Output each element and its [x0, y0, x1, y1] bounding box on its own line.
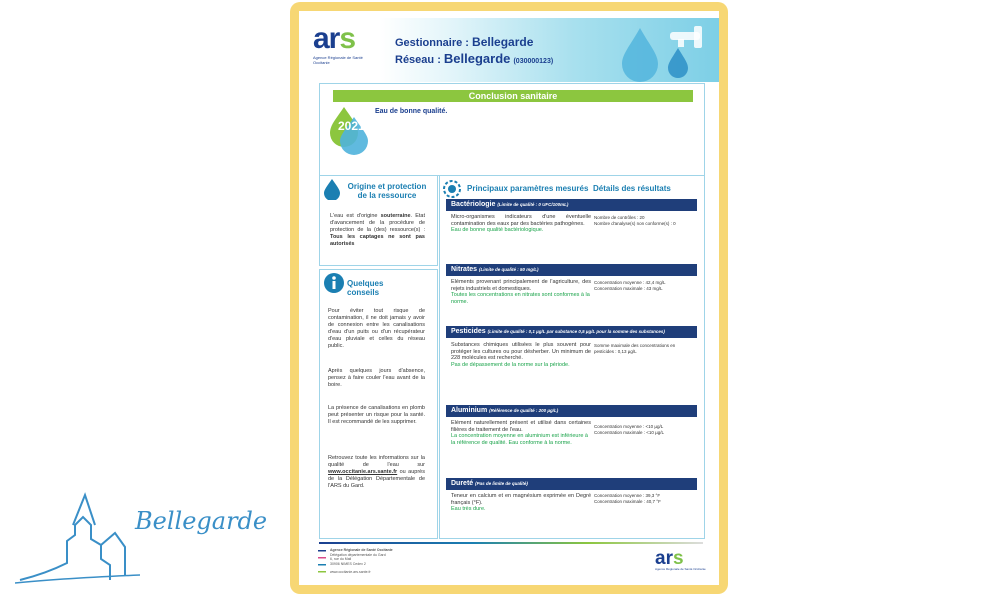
param-results-aluminium: Concentration moyenne : <10 µg/L Concentration maximale : <10 µg/L	[594, 424, 665, 435]
conclusion-title: Conclusion sanitaire	[333, 90, 693, 102]
reseau-label: Réseau :	[395, 54, 444, 66]
conclusion-year: 2021	[338, 119, 365, 133]
footer-ars-logo: ars	[655, 548, 684, 569]
param-desc-bacteriologie: Micro-organismes indicateurs d'une éventuelle contamination des eaux par des bactéries pathogènes. Eau de bonne qualité bactériologique.	[451, 214, 591, 233]
details-title: Détails des résultats	[593, 184, 671, 193]
ars-website-link[interactable]: www.occitanie.ars.sante.fr	[328, 469, 398, 475]
footer-bullets-icon	[318, 549, 328, 577]
param-results-nitrates: Concentration moyenne : 42,4 mg/L Concentration maximale : 43 mg/L	[594, 280, 666, 291]
footer-website[interactable]: www.occitanie.ars.sante.fr	[330, 570, 371, 574]
param-bar-aluminium: Aluminium (Référence de qualité : 200 µg/L)	[446, 405, 697, 417]
origine-title: Origine et protection de la ressource	[347, 182, 427, 200]
conseil-4: Retrouvez toute les informations sur la qualité de l'eau sur www.occitanie.ars.sante.fr ou auprès de la Délégation Départementale de l'ARS du Gard.	[328, 455, 425, 489]
parametres-title: Principaux paramètres mesurés	[467, 184, 589, 193]
param-bar-durete: Dureté (Pas de limite de qualité)	[446, 478, 697, 490]
reseau-value: Bellegarde	[443, 51, 511, 66]
origine-text: L'eau est d'origine souterraine. Etat d'avancement de la procédure de protection de la (des) ressource(s) : Tous les captages ne sont pas autorisés	[330, 213, 426, 247]
param-bar-bacteriologie: Bactériologie (Limite de qualité : 0 UFC/100mL)	[446, 199, 697, 211]
conclusion-text: Eau de bonne qualité.	[375, 108, 448, 115]
conseil-3: La présence de canalisations en plomb peut présenter un risque pour la santé. Il est recommandé de les supprimer.	[328, 405, 425, 425]
bellegarde-castle-icon	[15, 485, 140, 585]
param-desc-aluminium: Elément naturellement présent et utilisé dans certaines filières de traitement de l'eau. La concentration moyenne en aluminium est inférieure à la référence de qualité. Eau conforme à la norme.	[451, 420, 591, 446]
gestionnaire-value: Bellegarde	[472, 35, 534, 49]
param-desc-pesticides: Substances chimiques utilisées le plus souvent pour protéger les cultures ou pour désherber. Un minimum de 228 molécules est recherché. Pas de dépassement de la norme sur la période.	[451, 342, 591, 368]
gestionnaire-label: Gestionnaire :	[395, 37, 473, 49]
footer-ars-subtitle: Agence Régionale de Santé Occitanie	[655, 567, 706, 571]
gear-drop-icon	[443, 180, 461, 198]
param-desc-nitrates: Eléments provenant principalement de l'agriculture, des rejets industriels et domestiques. Toutes les concentrations en nitrates sont conformes à la norme.	[451, 279, 591, 305]
ars-logo: ars	[313, 22, 356, 55]
param-results-durete: Concentration moyenne : 39,3 °F Concentration maximale : 40,7 °F	[594, 493, 661, 504]
conseils-title: Quelques conseils	[347, 279, 384, 297]
param-bar-nitrates: Nitrates (Limite de qualité : 50 mg/L)	[446, 264, 697, 276]
footer-address: Agence Régionale de Santé Occitanie Délégation départementale du Gard 6, rue du Mail 30906 NIMES Cedex 2 www.occitanie.ars.sante.fr	[330, 548, 393, 574]
reseau-code: (030000123)	[513, 58, 554, 65]
water-drops-icon	[600, 18, 719, 82]
drop-icon	[322, 178, 342, 200]
reseau-line	[395, 51, 553, 66]
gestionnaire-line	[395, 35, 533, 49]
conseil-2: Après quelques jours d'absence, pensez à faire couler l'eau avant de la boire.	[328, 368, 425, 388]
footer-divider	[319, 542, 703, 544]
param-results-pesticides: Somme maximale des concentrations en pesticides : 0,13 µg/L	[594, 343, 676, 354]
info-icon	[323, 272, 345, 294]
param-desc-durete: Teneur en calcium et en magnésium exprimée en Degré français (°F). Eau très dure.	[451, 493, 591, 512]
ars-logo-subtitle: Agence Régionale de Santé Occitanie	[313, 55, 363, 65]
conseil-1: Pour éviter tout risque de contamination, il ne doit jamais y avoir de connexion entre les canalisations d'eau d'un puits ou d'un récupérateur d'eau pluviale et celles du réseau public.	[328, 308, 425, 349]
param-bar-pesticides: Pesticides (Limite de qualité : 0,1 µg/L par substance 0,5 µg/L pour la somme des substances)	[446, 326, 697, 338]
param-results-bacteriologie: Nombre de contrôles : 20 Nombre d'analyse(s) non conforme(s) : 0	[594, 215, 676, 226]
bellegarde-town-name: Bellegarde	[135, 507, 268, 535]
